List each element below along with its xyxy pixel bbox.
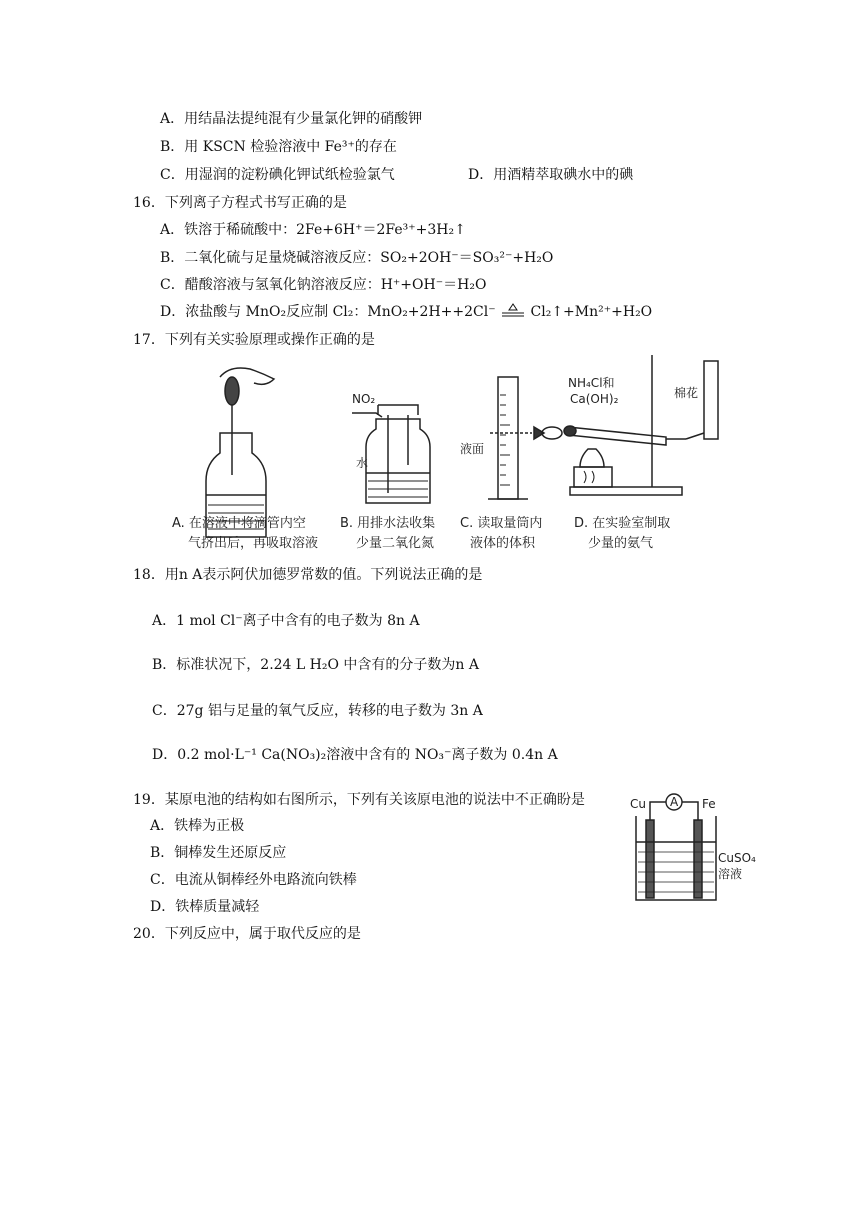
q16-option-d-right: Cl₂↑+Mn²⁺+H₂O xyxy=(530,304,653,320)
q20-stem: 20．下列反应中，属于取代反应的是 xyxy=(133,926,361,942)
q18-option-c: C．27g 铝与足量的氧气反应，转移的电子数为 3n A xyxy=(152,703,483,719)
fig-d-label-reagent2: Ca(OH)₂ xyxy=(570,392,619,406)
q18-option-d: D．0.2 mol·L⁻¹ Ca(NO₃)₂溶液中含有的 NO₃⁻离子数为 0.4n A xyxy=(152,747,558,763)
fig-c-graduated-cylinder xyxy=(488,377,562,499)
fig-b-caption-line2: 少量二氧化氮 xyxy=(356,536,435,551)
q15-option-a: A．用结晶法提纯混有少量氯化钾的硝酸钾 xyxy=(160,111,423,127)
q19-option-d: D．铁棒质量减轻 xyxy=(150,899,260,915)
fig-cu-label: Cu xyxy=(630,797,646,811)
q16-option-c: C．醋酸溶液与氢氧化钠溶液反应：H⁺+OH⁻＝H₂O xyxy=(160,277,487,293)
galvanic-cell-drawing xyxy=(636,802,716,900)
q16-stem: 16．下列离子方程式书写正确的是 xyxy=(133,195,347,211)
fig-c-label-liquid-surface: 液面 xyxy=(460,442,485,456)
fig-b-label-water: 水 xyxy=(356,456,369,470)
fig-a-caption-line1: A. 在溶液中将滴管内空 xyxy=(172,516,306,531)
q15-option-b: B．用 KSCN 检验溶液中 Fe³⁺的存在 xyxy=(160,139,397,155)
q18-option-b: B．标准状况下，2.24 L H₂O 中含有的分子数为n A xyxy=(152,657,479,673)
q16-option-d-left: D．浓盐酸与 MnO₂反应制 Cl₂：MnO₂+2H++2Cl⁻ xyxy=(160,304,496,320)
q18-stem: 18．用n A表示阿伏加德罗常数的值。下列说法正确的是 xyxy=(133,567,483,583)
q19-galvanic-cell-figure xyxy=(630,792,756,904)
fig-d-caption-line1: D. 在实验室制取 xyxy=(574,516,671,531)
fig-b-caption-line1: B. 用排水法收集 xyxy=(340,516,436,531)
q19-stem: 19．某原电池的结构如右图所示，下列有关该原电池的说法中不正确盼是 xyxy=(133,792,585,808)
fig-c-caption-line2: 液体的体积 xyxy=(470,536,536,551)
q17-apparatus-figure xyxy=(160,355,720,555)
q16-option-d xyxy=(160,303,652,321)
fig-c-caption-line1: C. 读取量筒内 xyxy=(460,516,543,531)
fig-solution-label1: CuSO₄ xyxy=(718,851,756,865)
fig-d-label-cotton: 棉花 xyxy=(674,386,699,400)
q17-stem: 17．下列有关实验原理或操作正确的是 xyxy=(133,332,375,348)
fig-a-caption-line2: 气挤出后，再吸取溶液 xyxy=(188,536,319,551)
fig-solution-label2: 溶液 xyxy=(718,867,743,881)
q19-option-b: B．铜棒发生还原反应 xyxy=(150,845,287,861)
q18-option-a: A．1 mol Cl⁻离子中含有的电子数为 8n A xyxy=(152,613,420,629)
q16-option-b: B．二氧化硫与足量烧碱溶液反应：SO₂+2OH⁻＝SO₃²⁻+H₂O xyxy=(160,250,554,266)
heat-equals-sign-icon xyxy=(500,303,526,321)
q19-option-c: C．电流从铜棒经外电路流向铁棒 xyxy=(150,872,357,888)
q15-option-d: D．用酒精萃取碘水中的碘 xyxy=(468,167,634,183)
fig-d-caption-line2: 少量的氨气 xyxy=(588,536,654,551)
fig-b-gas-bottle xyxy=(352,405,430,503)
fig-d-label-reagent1: NH₄Cl和 xyxy=(568,376,615,390)
fig-ammeter-label: A xyxy=(670,795,679,809)
q16-option-a: A．铁溶于稀硫酸中：2Fe+6H⁺＝2Fe³⁺+3H₂↑ xyxy=(160,222,466,238)
q15-option-c: C．用湿润的淀粉碘化钾试纸检验氯气 xyxy=(160,167,395,183)
fig-fe-label: Fe xyxy=(702,797,716,811)
q19-option-a: A．铁棒为正极 xyxy=(150,818,245,834)
fig-b-label-no2: NO₂ xyxy=(352,392,376,406)
fig-a-dropper-bottle xyxy=(206,368,274,537)
